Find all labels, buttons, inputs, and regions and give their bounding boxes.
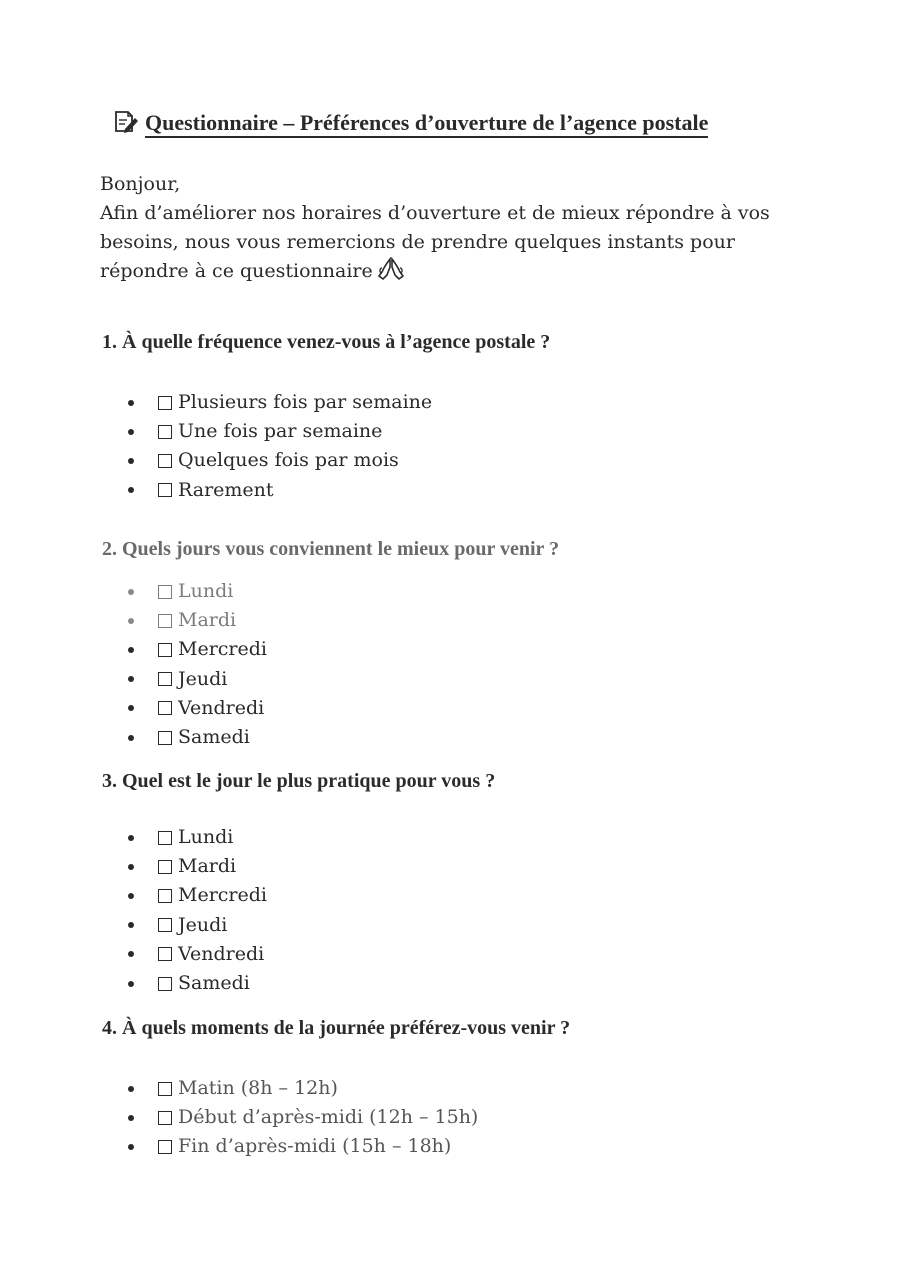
option-item[interactable] (128, 823, 267, 852)
checkbox-icon[interactable] (158, 643, 172, 657)
option-label: Mercredi (178, 884, 267, 907)
checkbox-icon[interactable] (158, 585, 172, 599)
intro-paragraph (100, 170, 800, 286)
bullet (128, 1115, 134, 1121)
option-item[interactable] (128, 911, 267, 940)
option-item[interactable] (128, 635, 267, 664)
option-label: Lundi (178, 580, 234, 602)
checkbox-icon[interactable] (158, 947, 172, 961)
option-item[interactable] (128, 881, 267, 910)
checkbox-icon[interactable] (158, 889, 172, 903)
options-question-1 (128, 388, 432, 505)
option-item[interactable] (128, 417, 432, 446)
bullet (128, 458, 134, 464)
option-label: Quelques fois par mois (178, 449, 399, 472)
option-item[interactable] (128, 476, 432, 505)
option-label: Mardi (178, 609, 237, 632)
option-label: Samedi (178, 971, 250, 994)
greeting: Bonjour, (100, 173, 181, 195)
bullet (128, 676, 134, 682)
option-item[interactable] (128, 1132, 478, 1161)
title-text: Questionnaire – Préférences d’ouverture de l’agence postale (145, 110, 708, 138)
page-title (113, 108, 793, 138)
checkbox-icon[interactable] (158, 918, 172, 932)
bullet (128, 1086, 134, 1092)
bullet (128, 429, 134, 435)
question-4: 4. À quels moments de la journée préférez-vous venir ? (102, 1017, 571, 1039)
option-label: Plusieurs fois par semaine (178, 391, 433, 413)
options-question-4 (128, 1074, 478, 1162)
option-label: Mercredi (178, 638, 267, 661)
option-label: Début d’après-midi (12h – 15h) (178, 1106, 479, 1129)
bullet (128, 835, 134, 841)
checkbox-icon[interactable] (158, 977, 172, 991)
document-edit-icon (113, 110, 139, 134)
option-item[interactable] (128, 388, 432, 417)
option-label: Lundi (178, 826, 234, 848)
bullet (128, 647, 134, 653)
checkbox-icon[interactable] (158, 483, 172, 497)
checkbox-icon[interactable] (158, 731, 172, 745)
checkbox-icon[interactable] (158, 860, 172, 874)
bullet (128, 618, 134, 624)
option-label: Mardi (178, 855, 237, 878)
bullet (128, 589, 134, 595)
bullet (128, 864, 134, 870)
bullet (128, 893, 134, 899)
bullet (128, 735, 134, 741)
option-label: Vendredi (178, 696, 265, 719)
checkbox-icon[interactable] (158, 614, 172, 628)
bullet (128, 951, 134, 957)
option-item[interactable] (128, 940, 267, 969)
checkbox-icon[interactable] (158, 701, 172, 715)
bullet (128, 922, 134, 928)
option-item[interactable] (128, 723, 267, 752)
option-label: Jeudi (178, 667, 228, 690)
options-question-2 (128, 577, 267, 752)
option-label: Rarement (178, 478, 274, 501)
option-item[interactable] (128, 1103, 478, 1132)
options-question-3 (128, 823, 267, 998)
checkbox-icon[interactable] (158, 425, 172, 439)
bullet (128, 487, 134, 493)
option-item[interactable] (128, 665, 267, 694)
checkbox-icon[interactable] (158, 831, 172, 845)
option-item[interactable] (128, 852, 267, 881)
intro-body: Afin d’améliorer nos horaires d’ouverture et de mieux répondre à vos besoins, nous vous remercions de prendre quelques instants pour répondre à ce questionnaire (100, 202, 770, 282)
option-item[interactable] (128, 446, 432, 475)
question-1: 1. À quelle fréquence venez-vous à l’agence postale ? (102, 331, 551, 353)
option-label: Matin (8h – 12h) (178, 1077, 338, 1099)
option-item[interactable] (128, 969, 267, 998)
option-item[interactable] (128, 1074, 478, 1103)
bullet (128, 400, 134, 406)
checkbox-icon[interactable] (158, 672, 172, 686)
option-label: Une fois par semaine (178, 420, 383, 443)
question-2: 2. Quels jours vous conviennent le mieux pour venir ? (102, 538, 560, 560)
bullet (128, 1144, 134, 1150)
praying-hands-icon (377, 257, 405, 281)
option-label: Samedi (178, 725, 250, 748)
option-label: Fin d’après-midi (15h – 18h) (178, 1135, 452, 1158)
question-3: 3. Quel est le jour le plus pratique pour vous ? (102, 770, 496, 792)
bullet (128, 705, 134, 711)
option-item[interactable] (128, 606, 267, 635)
checkbox-icon[interactable] (158, 1082, 172, 1096)
option-item[interactable] (128, 694, 267, 723)
checkbox-icon[interactable] (158, 1111, 172, 1125)
bullet (128, 981, 134, 987)
option-label: Vendredi (178, 942, 265, 965)
option-item[interactable] (128, 577, 267, 606)
checkbox-icon[interactable] (158, 1140, 172, 1154)
checkbox-icon[interactable] (158, 454, 172, 468)
option-label: Jeudi (178, 913, 228, 936)
checkbox-icon[interactable] (158, 396, 172, 410)
intro-text (100, 199, 800, 286)
